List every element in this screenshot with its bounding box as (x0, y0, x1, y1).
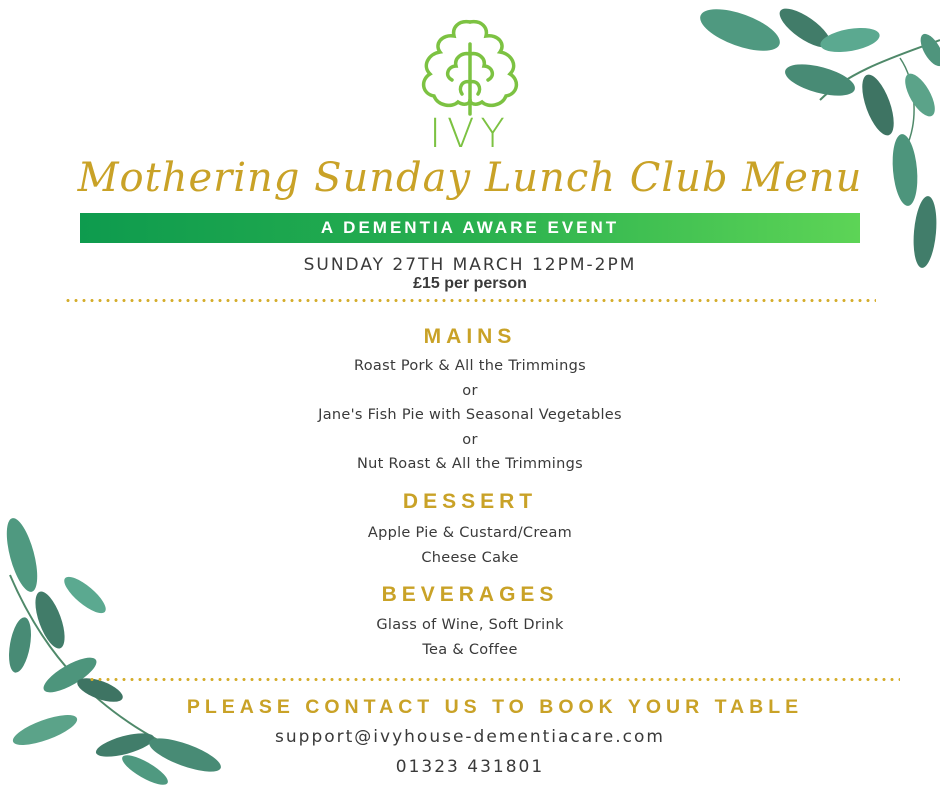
contact-email-link[interactable]: support@ivyhouse-dementiacare.com (275, 727, 665, 747)
ivy-tree-icon (408, 14, 532, 118)
menu-item: Roast Pork & All the Trimmings (354, 358, 586, 374)
menu-title: Mothering Sunday Lunch Club Menu (77, 155, 863, 201)
logo-wordmark: IVY (429, 111, 511, 157)
dotted-divider-top (64, 299, 876, 302)
contact-phone-link[interactable]: 01323 431801 (395, 757, 545, 777)
section-mains (0, 324, 940, 477)
menu-item: Glass of Wine, Soft Drink (376, 617, 564, 633)
menu-item-separator: or (462, 382, 478, 399)
menu-item: Apple Pie & Custard/Cream (367, 525, 573, 541)
section-dessert (0, 489, 940, 570)
dotted-divider-bottom (88, 678, 900, 681)
event-date: SUNDAY 27TH MARCH 12PM-2PM (303, 255, 637, 275)
section-title-mains: MAINS (423, 325, 517, 348)
event-banner: A DEMENTIA AWARE EVENT (80, 213, 860, 243)
section-beverages (0, 582, 940, 662)
menu-item: Jane's Fish Pie with Seasonal Vegetables (318, 407, 622, 423)
section-title-dessert: DESSERT (402, 490, 538, 513)
menu-item: Cheese Cake (421, 549, 519, 566)
menu-item: Nut Roast & All the Trimmings (357, 456, 583, 472)
menu-item: Tea & Coffee (422, 641, 518, 658)
booking-call-to-action: PLEASE CONTACT US TO BOOK YOUR TABLE (186, 696, 804, 718)
event-price: £15 per person (413, 275, 527, 292)
menu-item-separator: or (462, 431, 478, 448)
section-title-beverages: BEVERAGES (381, 583, 559, 606)
